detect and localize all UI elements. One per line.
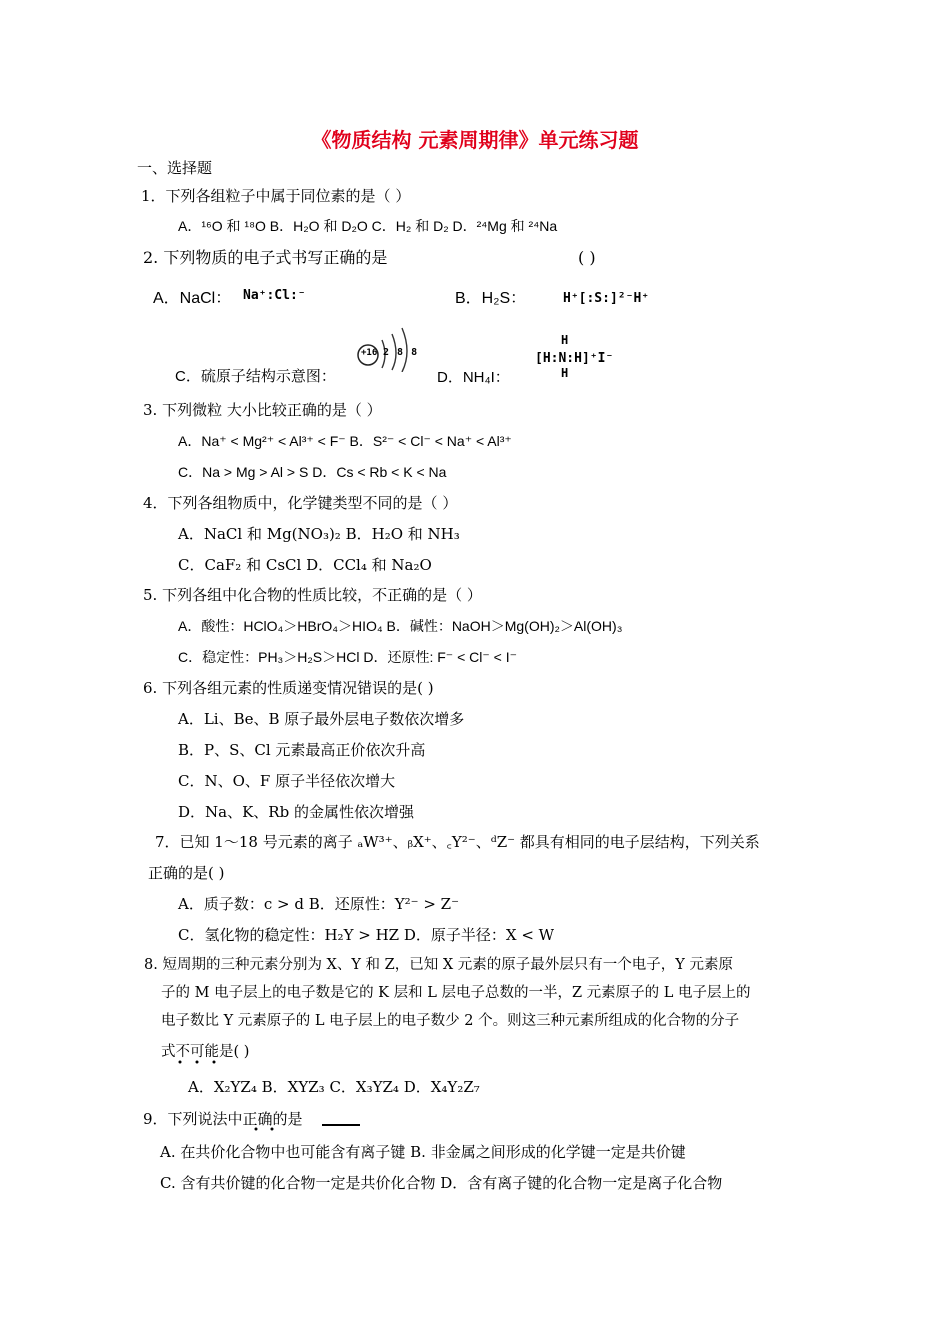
q8-stem-line3: 电子数比 Y 元素原子的 L 电子层上的电子数少 2 个。则这三种元素所组成的化合物的分子 (161, 1013, 740, 1029)
q2-option-a-formula: Na⁺:Cl:⁻ (243, 288, 306, 303)
q8-emphasis-dots (175, 1059, 225, 1065)
q2-option-b-formula: H⁺[:S:]²⁻H⁺ (563, 291, 650, 306)
q6-option-c: C．N、O、F 原子半径依次增大 (178, 772, 396, 790)
q3-stem: 3. 下列微粒 大小比较正确的是（ ） (143, 401, 382, 419)
q7-options-line1: A．质子数：c > d B．还原性：Y²⁻ > Z⁻ (178, 895, 460, 913)
q4-options-line1: A．NaCl 和 Mg(NO₃)₂ B．H₂O 和 NH₃ (178, 525, 460, 543)
q2-option-d-label: D．NH₄I： (437, 369, 510, 386)
q8-stem-line2: 子的 M 电子层上的电子数是它的 K 层和 L 层电子总数的一半，Z 元素原子的 L 电子层上的 (161, 985, 751, 1001)
q5-options-line2: C．稳定性：PH₃＞H₂S＞HCl D．还原性: F⁻ < Cl⁻ < I⁻ (178, 649, 517, 665)
q4-options-line2: C．CaF₂ 和 CsCl D．CCl₄ 和 Na₂O (178, 556, 432, 574)
q6-option-d: D．Na、K、Rb 的金属性依次增强 (178, 803, 414, 821)
q7-stem-line1: 7．已知 1～18 号元素的离子 ₐW³⁺、ᵦX⁺、꜀Y²⁻、ᵈZ⁻ 都具有相同的电子层结构，下列关系 (155, 833, 760, 851)
q2-option-a-label: A．NaCl： (153, 290, 232, 307)
q6-option-a: A．Li、Be、B 原子最外层电子数依次增多 (178, 710, 465, 728)
page-title: 《物质结构 元素周期律》单元练习题 (311, 128, 639, 152)
q8-stem-line4: 式不可能是( ) (161, 1044, 250, 1060)
nh4i-bottom-h: H (561, 366, 569, 380)
q9-answer-blank (322, 1123, 360, 1127)
sulfur-nucleus-charge: +16 (361, 348, 378, 358)
q9-stem: 9．下列说法中正确的是 (143, 1110, 303, 1128)
q6-option-b: B．P、S、Cl 元素最高正价依次升高 (178, 741, 426, 759)
sulfur-shell-electrons: 2 8 8 (383, 347, 419, 358)
q5-options-line1: A．酸性：HClO₄＞HBrO₄＞HIO₄ B．碱性：NaOH＞Mg(OH)₂＞Al(OH)₃ (178, 618, 623, 634)
q8-options: A．X₂YZ₄ B．XYZ₃ C．X₃YZ₄ D．X₄Y₂Z₇ (188, 1078, 480, 1096)
q3-options-line1: A．Na⁺ < Mg²⁺ < Al³⁺ < F⁻ B．S²⁻ < Cl⁻ < Na⁺ < Al³⁺ (178, 433, 512, 449)
q5-stem: 5. 下列各组中化合物的性质比较，不正确的是（ ） (143, 586, 482, 604)
q1-stem: 1．下列各组粒子中属于同位素的是（ ） (141, 187, 411, 205)
q8-stem-line1: 8. 短周期的三种元素分别为 X、Y 和 Z，已知 X 元素的原子最外层只有一个电子，Y 元素原 (144, 957, 733, 973)
q2-stem: 2. 下列物质的电子式书写正确的是 (143, 248, 388, 267)
q9-options-line2: C. 含有共价键的化合物一定是共价化合物 D．含有离子键的化合物一定是离子化合物 (160, 1174, 723, 1192)
q2-option-b-label: B．H₂S： (455, 290, 527, 307)
q6-stem: 6. 下列各组元素的性质递变情况错误的是( ) (143, 679, 434, 697)
q2-option-d-formula: [H:N:H]⁺I⁻ (535, 351, 614, 366)
nh4i-top-h: H (561, 333, 569, 347)
q3-options-line2: C．Na > Mg > Al > S D．Cs < Rb < K < Na (178, 464, 447, 480)
q7-options-line2: C．氢化物的稳定性：H₂Y > HZ D．原子半径：X < W (178, 926, 555, 944)
q9-emphasis-dots (252, 1126, 292, 1132)
q2-option-c-label: C．硫原子结构示意图： (175, 368, 336, 385)
q1-options: A．¹⁶O 和 ¹⁸O B．H₂O 和 D₂O C．H₂ 和 D₂ D．²⁴Mg 和 ²⁴Na (178, 218, 558, 234)
q9-options-line1: A. 在共价化合物中也可能含有离子键 B. 非金属之间形成的化学键一定是共价键 (160, 1143, 686, 1161)
q7-stem-line2: 正确的是( ) (148, 864, 225, 882)
q2-paren: ( ) (578, 248, 596, 267)
q4-stem: 4．下列各组物质中，化学键类型不同的是（ ） (143, 494, 458, 512)
section-heading: 一、选择题 (137, 159, 213, 177)
